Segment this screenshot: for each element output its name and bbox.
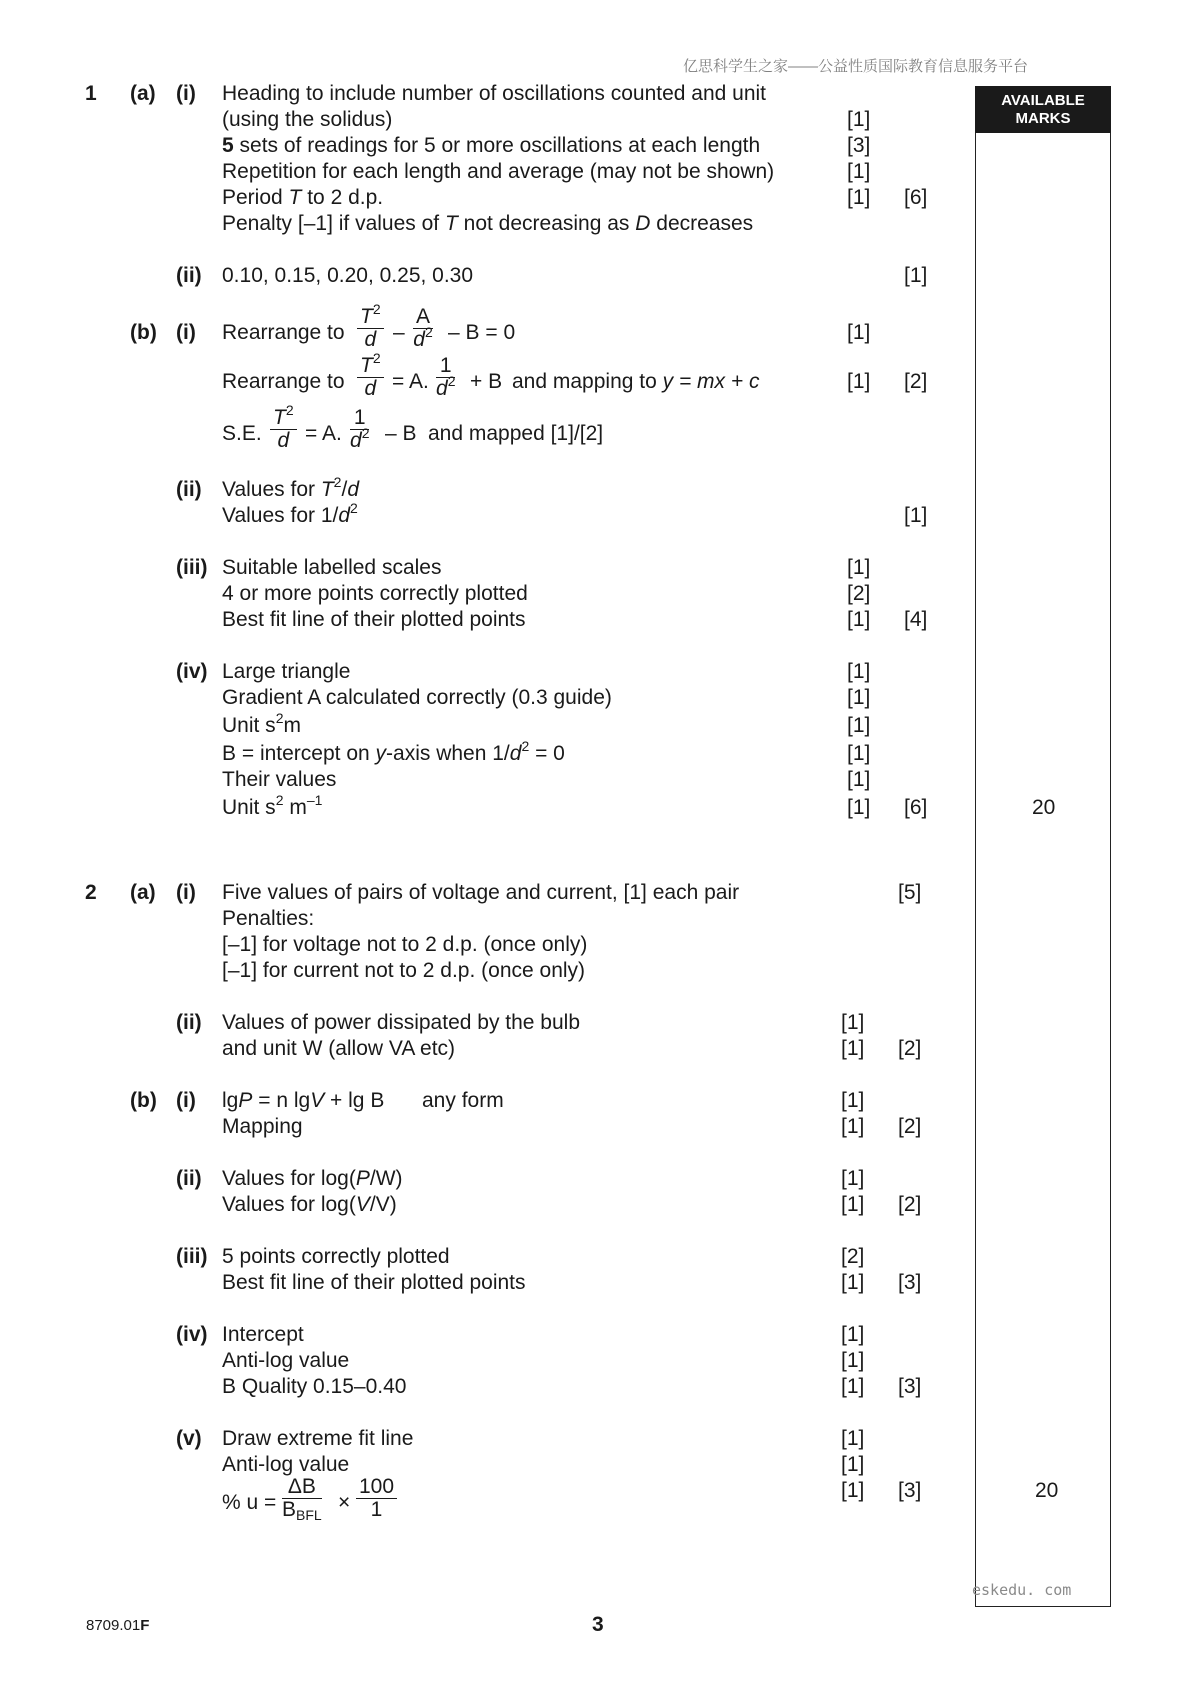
- q1-biii-label: (iii): [176, 556, 208, 579]
- q2-bv-label: (v): [176, 1427, 202, 1450]
- q1-bi-line3-suffix: and mapped [1]/[2]: [428, 422, 604, 445]
- q1-bii-line2: Values for $1/d^2$: [222, 500, 358, 527]
- q1-bi-line2-suffix: [512, 369, 759, 395]
- q1-biv-line4: B = intercept on y-axis when $1/d^2 = 0$: [222, 738, 565, 765]
- mark: [1]: [847, 660, 871, 683]
- mark: [1]: [847, 108, 871, 131]
- var-D: D: [635, 212, 651, 235]
- penalty-text: Penalty [–1] if values of: [222, 212, 440, 235]
- q2-aii-label: (ii): [176, 1011, 202, 1034]
- q1-biv-line3: Unit $s^2m$: [222, 710, 301, 737]
- q1-biii-line3: Best fit line of their plotted points: [222, 608, 526, 631]
- fraction-A-over-d2: $\frac{A}{d^2}$: [413, 305, 433, 351]
- total-mark: [1]: [904, 264, 928, 287]
- mark: [1]: [841, 1479, 865, 1502]
- mark: [1]: [847, 686, 871, 709]
- q1-ai-line3: [222, 133, 760, 159]
- q2-biv-label: (iv): [176, 1323, 208, 1346]
- q2-bv-pct: % u =: [222, 1491, 277, 1514]
- q2-bi-label: (i): [176, 1089, 196, 1112]
- q1-ai-line5: [222, 185, 383, 211]
- mark: [1]: [841, 1349, 865, 1372]
- mark: [1]: [847, 186, 871, 209]
- q2-available-marks: 20: [1035, 1479, 1059, 1502]
- q1-bi-label: (i): [176, 321, 196, 344]
- minus-B: – B: [385, 422, 417, 445]
- q1-biv-line2: Gradient A calculated correctly (0.3 guide): [222, 686, 612, 709]
- minus-sign: –: [393, 321, 405, 344]
- q1-ai-label: (i): [176, 82, 196, 105]
- q1-biv-line5: Their values: [222, 768, 337, 791]
- mapping-text: and mapping to: [512, 370, 657, 393]
- q2-biii-line2: Best fit line of their plotted points: [222, 1271, 526, 1294]
- q2-aii-line1: Values of power dissipated by the bulb: [222, 1011, 581, 1034]
- fraction-1-over-d2: $\frac{1}{d^2}$: [436, 354, 456, 400]
- total-mark: [6]: [904, 186, 928, 209]
- period-text: Period: [222, 186, 283, 209]
- fraction-100-over-1: $\frac{100}{1}$: [356, 1476, 397, 1521]
- mark: [1]: [847, 556, 871, 579]
- equals-A: = A.: [392, 370, 429, 393]
- total-mark: [2]: [898, 1193, 922, 1216]
- fraction-1-over-d2: $\frac{1}{d^2}$: [350, 406, 370, 452]
- q2-a-label: (a): [130, 881, 156, 904]
- intercept-text: B = intercept on: [222, 742, 370, 765]
- total-mark: [1]: [904, 504, 928, 527]
- mark: [1]: [847, 160, 871, 183]
- total-mark: [2]: [898, 1037, 922, 1060]
- mark: [3]: [847, 134, 871, 157]
- watermark: eskedu. com: [972, 1581, 1072, 1599]
- values-for-text: Values for 1/: [222, 504, 339, 527]
- mark: [1]: [841, 1271, 865, 1294]
- q2-biv-line1: Intercept: [222, 1323, 304, 1346]
- q2-b-label: (b): [130, 1089, 157, 1112]
- mark: [1]: [847, 714, 871, 737]
- values-for-text: Values for: [222, 478, 315, 501]
- fraction-T2-over-d: $\frac{T^2}{d}$: [357, 306, 384, 351]
- total-mark: [4]: [904, 608, 928, 631]
- mark: [1]: [841, 1037, 865, 1060]
- unit-text: Unit s: [222, 796, 276, 819]
- q2-bi-anyform: any form: [422, 1089, 504, 1112]
- fraction-T2-over-d: $\frac{T^2}{d}$: [270, 407, 297, 452]
- penalty-mid: not decreasing as: [463, 212, 630, 235]
- times-sign: ×: [338, 1491, 351, 1514]
- mark: [1]: [841, 1453, 865, 1476]
- q2-biv-line2: Anti-log value: [222, 1349, 350, 1372]
- q1-ai-line3-text: sets of readings for 5 or more oscillations at each length: [239, 134, 761, 157]
- q1-number: 1: [85, 82, 97, 105]
- mark: [2]: [841, 1245, 865, 1268]
- mark: [1]: [841, 1375, 865, 1398]
- q1-available-marks: 20: [1032, 796, 1056, 819]
- q1-biv-label: (iv): [176, 660, 208, 683]
- q1-b-label: (b): [130, 321, 157, 344]
- total-mark: [5]: [898, 881, 922, 904]
- mark: [2]: [847, 582, 871, 605]
- q2-bii-label: (ii): [176, 1167, 202, 1190]
- q1-bi-line3-prefix: S.E.: [222, 422, 262, 445]
- q1-bi-line1-suffix: – B = 0: [448, 321, 516, 344]
- paper-code: 8709.01F: [86, 1617, 150, 1634]
- q2-ai-line1: Five values of pairs of voltage and current, [1] each pair: [222, 881, 740, 904]
- line-equation: y = mx + c: [662, 370, 760, 393]
- mark: [1]: [841, 1011, 865, 1034]
- q2-bi-line1: lgP = n lgV + lg B: [222, 1089, 385, 1112]
- var-T: T: [288, 186, 302, 209]
- mark: [1]: [841, 1167, 865, 1190]
- q1-ai-line2: (using the solidus): [222, 108, 393, 131]
- marks-header-line1: AVAILABLE: [1001, 91, 1085, 109]
- total-mark: [3]: [898, 1375, 922, 1398]
- q1-ai-line4: Repetition for each length and average (may not be shown): [222, 160, 775, 183]
- mark: [1]: [847, 321, 871, 344]
- mark: [1]: [847, 796, 871, 819]
- total-mark: [3]: [898, 1479, 922, 1502]
- available-marks-column: [975, 86, 1111, 1607]
- fraction-dB-over-BBFL: ΔB $B_{BFL}$: [282, 1475, 322, 1523]
- mark: [1]: [847, 768, 871, 791]
- q1-biv-line6: Unit $s^2$ $m^{-1}$: [222, 792, 323, 819]
- q1-biii-line1: Suitable labelled scales: [222, 556, 442, 579]
- plus-B: + B: [470, 370, 503, 393]
- q1-bi-line1-prefix: Rearrange to: [222, 321, 345, 344]
- q1-aii-label: (ii): [176, 264, 202, 287]
- q2-bii-line1: Values for log(P/W): [222, 1167, 403, 1190]
- q1-ai-line1: Heading to include number of oscillations counted and unit: [222, 82, 767, 105]
- q2-biii-line1: 5 points correctly plotted: [222, 1245, 450, 1268]
- bold-five: 5: [222, 134, 234, 157]
- mark: [1]: [841, 1427, 865, 1450]
- q2-aii-line2: and unit W (allow VA etc): [222, 1037, 456, 1060]
- q1-bii-label: (ii): [176, 478, 202, 501]
- q2-bv-line2: Anti-log value: [222, 1453, 350, 1476]
- header-note: 亿思科学生之家——公益性质国际教育信息服务平台: [683, 58, 1029, 75]
- q2-bii-line2: Values for log(V/V): [222, 1193, 397, 1216]
- q1-biv-line1: Large triangle: [222, 660, 351, 683]
- q1-bi-line2-prefix: Rearrange to: [222, 370, 345, 393]
- q2-biii-label: (iii): [176, 1245, 208, 1268]
- penalty-end: decreases: [656, 212, 754, 235]
- q2-biv-line3: B Quality 0.15–0.40: [222, 1375, 407, 1398]
- period-rest: to 2 d.p.: [307, 186, 384, 209]
- page-number: 3: [592, 1613, 604, 1636]
- q2-ai-line2: Penalties:: [222, 907, 315, 930]
- q1-biii-line2: 4 or more points correctly plotted: [222, 582, 528, 605]
- total-mark: [6]: [904, 796, 928, 819]
- q1-bii-line1: Values for $T^2/d$: [222, 474, 359, 501]
- q2-bi-line2: Mapping: [222, 1115, 303, 1138]
- mark: [1]: [841, 1089, 865, 1112]
- q2-ai-line3: [–1] for voltage not to 2 d.p. (once only): [222, 933, 588, 956]
- mark: [1]: [841, 1193, 865, 1216]
- mark: [1]: [847, 608, 871, 631]
- mark: [1]: [841, 1323, 865, 1346]
- equals-A: = A.: [305, 422, 342, 445]
- unit-text: Unit s: [222, 714, 276, 737]
- var-T: T: [444, 212, 458, 235]
- q2-ai-label: (i): [176, 881, 196, 904]
- q1-aii-text: 0.10, 0.15, 0.20, 0.25, 0.30: [222, 264, 474, 287]
- total-mark: [2]: [898, 1115, 922, 1138]
- q2-ai-line4: [–1] for current not to 2 d.p. (once only): [222, 959, 586, 982]
- fraction-T2-over-d: $\frac{T^2}{d}$: [357, 355, 384, 400]
- total-mark: [3]: [898, 1271, 922, 1294]
- mark: [1]: [847, 370, 871, 393]
- mark: [1]: [847, 742, 871, 765]
- total-mark: [2]: [904, 370, 928, 393]
- marks-header-line2: MARKS: [1015, 109, 1071, 127]
- q1-ai-line6: [222, 211, 753, 237]
- available-marks-header: [975, 86, 1111, 133]
- q2-bv-line1: Draw extreme fit line: [222, 1427, 414, 1450]
- q2-number: 2: [85, 881, 97, 904]
- q1-a-label: (a): [130, 82, 156, 105]
- mark: [1]: [841, 1115, 865, 1138]
